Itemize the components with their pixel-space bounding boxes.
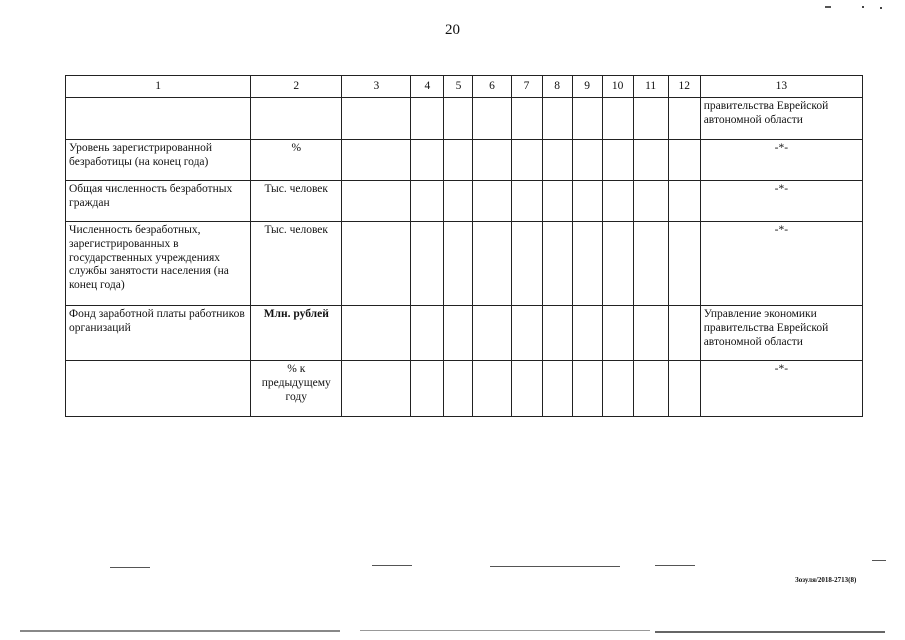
- scan-mark: [360, 630, 650, 631]
- responsible-cell: -*-: [700, 140, 862, 181]
- column-number-cell: 9: [572, 76, 602, 98]
- responsible-cell: -*-: [700, 222, 862, 306]
- column-number-cell: 10: [602, 76, 633, 98]
- unit-cell: Тыс. человек: [251, 222, 342, 306]
- column-number-cell: 11: [633, 76, 668, 98]
- unit-cell: % к предыдущему году: [251, 361, 342, 417]
- page-number: 20: [445, 22, 460, 38]
- column-number-cell: 3: [342, 76, 411, 98]
- scan-mark: [372, 565, 412, 566]
- unit-cell: [251, 98, 342, 140]
- column-number-cell: 7: [511, 76, 542, 98]
- indicator-name-cell: [66, 98, 251, 140]
- indicator-name-cell: Общая численность безработных граждан: [66, 181, 251, 222]
- indicator-name-cell: Фонд заработной платы работников организаций: [66, 306, 251, 361]
- table-row: [66, 361, 863, 417]
- table-row: [66, 140, 863, 181]
- column-number-cell: 6: [473, 76, 511, 98]
- responsible-cell: -*-: [700, 181, 862, 222]
- column-number-row: [66, 76, 863, 98]
- document-code: Зозуля/2018-2713(8): [795, 576, 857, 584]
- table-row: [66, 222, 863, 306]
- column-number-cell: 4: [411, 76, 444, 98]
- scan-mark: [872, 560, 886, 561]
- scan-mark: [655, 565, 695, 566]
- column-number-cell: 13: [700, 76, 862, 98]
- table-row: [66, 181, 863, 222]
- unit-cell: %: [251, 140, 342, 181]
- table-row: [66, 306, 863, 361]
- scan-mark: [490, 566, 620, 567]
- unit-cell: Тыс. человек: [251, 181, 342, 222]
- responsible-cell: правительства Еврейской автономной области: [700, 98, 862, 140]
- scan-mark: [110, 567, 150, 568]
- indicator-name-cell: [66, 361, 251, 417]
- scan-mark: [655, 631, 885, 633]
- indicator-name-cell: Численность безработных, зарегистрированных в государственных учреждениях службы занятости населения (на конец года): [66, 222, 251, 306]
- responsible-cell: -*-: [700, 361, 862, 417]
- scan-mark: [825, 6, 831, 8]
- scan-mark: [880, 7, 882, 9]
- indicators-table: [65, 75, 863, 417]
- column-number-cell: 5: [444, 76, 473, 98]
- responsible-cell: Управление экономики правительства Еврейской автономной области: [700, 306, 862, 361]
- table-row: [66, 98, 863, 140]
- scan-mark: [862, 6, 864, 8]
- column-number-cell: 12: [668, 76, 700, 98]
- column-number-cell: 1: [66, 76, 251, 98]
- scan-mark: [20, 630, 340, 632]
- column-number-cell: 2: [251, 76, 342, 98]
- unit-cell: Млн. рублей: [251, 306, 342, 361]
- column-number-cell: 8: [542, 76, 572, 98]
- indicator-name-cell: Уровень зарегистрированной безработицы (на конец года): [66, 140, 251, 181]
